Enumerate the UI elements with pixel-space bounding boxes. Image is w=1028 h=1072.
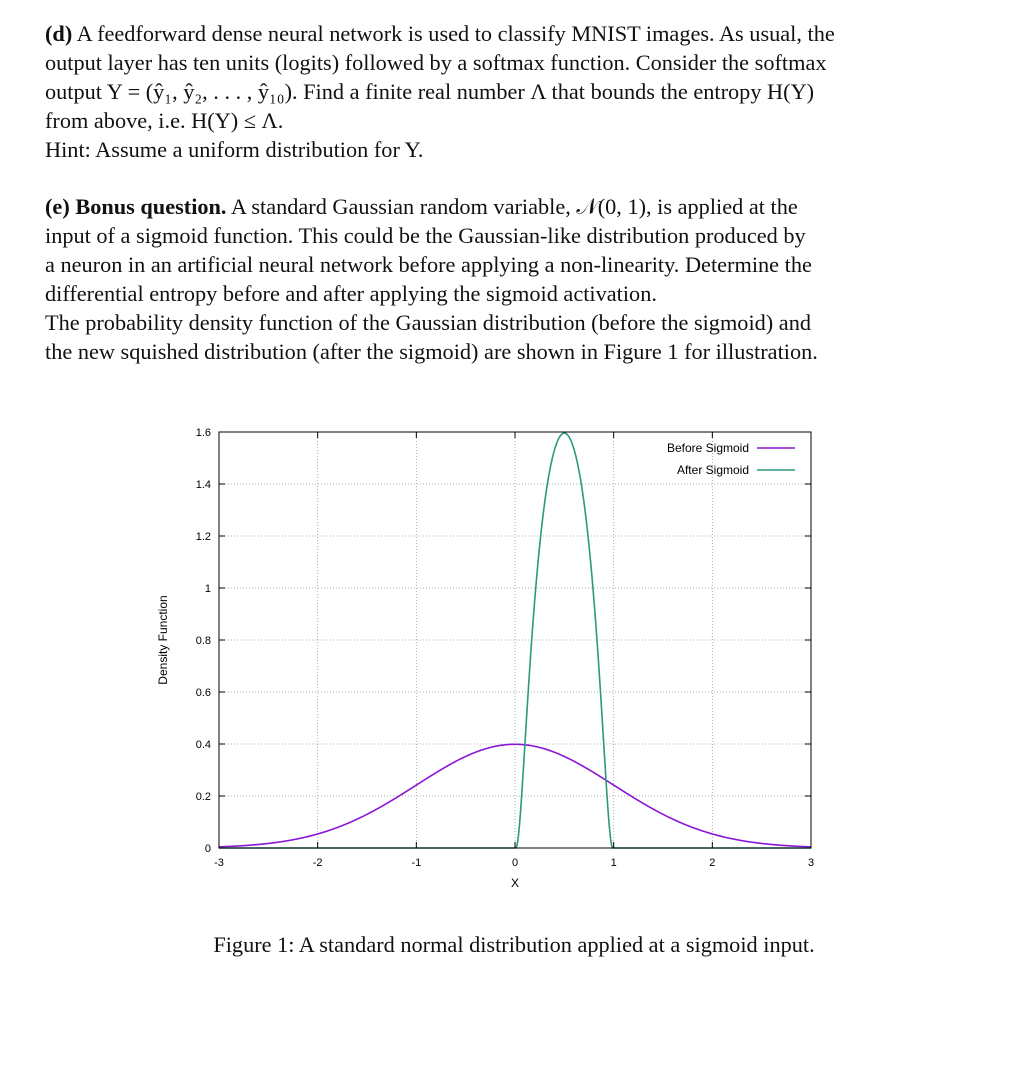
x-tick-label: 2	[709, 857, 716, 869]
part-d-line-1	[45, 19, 945, 48]
part-e-line-5: The probability density function of the Gaussian distribution (before the sigmoid) and	[45, 310, 811, 335]
legend-label-0: Before Sigmoid	[666, 441, 749, 455]
x-tick-label: 1	[610, 857, 617, 869]
x-tick-label: 3	[807, 857, 815, 869]
chart-grid	[219, 432, 811, 848]
y-tick-label: 1.6	[195, 427, 211, 439]
x-axis-label: X	[510, 876, 520, 890]
y-tick-label: 1.4	[195, 479, 211, 491]
part-d-paragraph	[45, 19, 945, 164]
part-d-line-4: from above, i.e. H(Y) ≤ Λ.	[45, 108, 284, 133]
y-axis-label: Density Function	[156, 595, 170, 685]
part-e-label: (e) Bonus question.	[45, 194, 227, 219]
part-d-hint: Hint: Assume a uniform distribution for Y.	[45, 137, 424, 162]
part-e-line-1	[45, 192, 945, 221]
part-e-line-4: differential entropy before and after applying the sigmoid activation.	[45, 281, 657, 306]
x-tick-label: -2	[312, 857, 323, 869]
y-tick-label: 0.6	[195, 687, 211, 699]
y-tick-label: 0.8	[195, 635, 211, 647]
part-e-text-1: A standard Gaussian random variable, 𝒩(0, 1), is applied at the	[230, 194, 798, 219]
part-d-label: (d)	[45, 21, 73, 46]
figure-1-chart	[0, 405, 1028, 905]
y-tick-label: 1.2	[195, 531, 211, 543]
chart-legend	[667, 441, 795, 477]
part-e-paragraph	[45, 192, 945, 366]
x-tick-label: -3	[214, 857, 224, 869]
figure-caption: Figure 1: A standard normal distribution applied at a sigmoid input.	[213, 932, 815, 957]
y-tick-label: 0	[204, 843, 211, 855]
part-e-line-6: the new squished distribution (after the sigmoid) are shown in Figure 1 for illustration.	[45, 339, 818, 364]
part-e-line-2: input of a sigmoid function. This could be the Gaussian-like distribution produced by	[45, 223, 806, 248]
part-d-line-3: output Y = (ŷ₁, ŷ₂, . . . , ŷ₁₀). Find a finite real number Λ that bounds the entropy H(Y)	[45, 79, 815, 104]
y-tick-label: 0.2	[195, 791, 211, 803]
y-tick-label: 1	[204, 583, 211, 595]
part-d-text-1: A feedforward dense neural network is used to classify MNIST images. As usual, the	[76, 21, 835, 46]
part-e-line-3: a neuron in an artificial neural network before applying a non-linearity. Determine the	[45, 252, 812, 277]
chart-ticks	[196, 427, 814, 869]
x-tick-label: -1	[411, 857, 422, 869]
y-tick-label: 0.4	[195, 739, 211, 751]
x-tick-label: 0	[511, 857, 519, 869]
legend-label-1: After Sigmoid	[676, 463, 749, 477]
part-d-line-2: output layer has ten units (logits) followed by a softmax function. Consider the softmax	[45, 50, 827, 75]
